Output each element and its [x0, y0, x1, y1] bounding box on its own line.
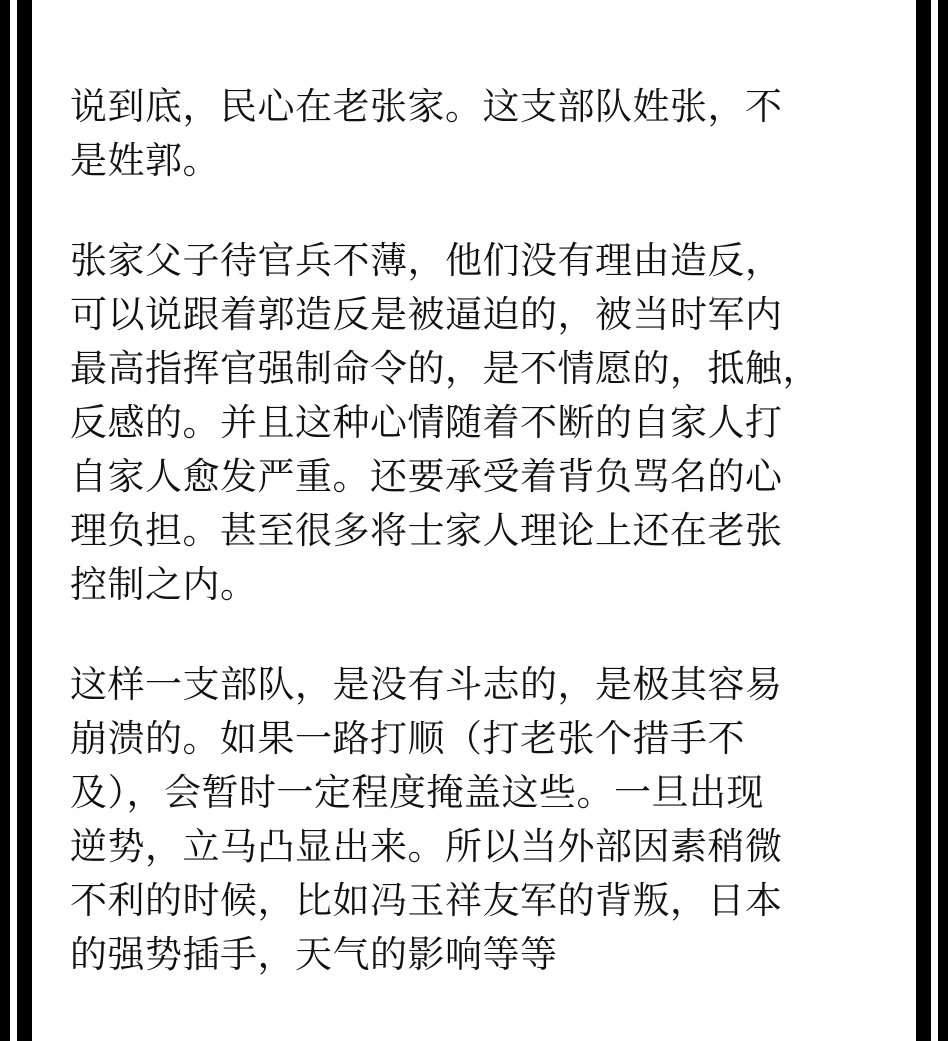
article-body [70, 80, 896, 1028]
paragraph-3: 这样一支部队，是没有斗志的，是极其容易 崩溃的。如果一路打顺（打老张个措手不 及），会暂时一定程度掩盖这些。一旦出现 逆势，立马凸显出来。所以当外部因素稍微 不利的时候，比如冯玉祥友军的背叛，日本 的强势插手，天气的影响等等 [70, 663, 783, 976]
frame-left-border [10, 0, 17, 1041]
text-page [29, 0, 919, 1041]
paragraph-1: 说到底，民心在老张家。这支部队姓张，不 是姓郭。 [70, 85, 783, 182]
frame-right-border [931, 0, 938, 1041]
paragraph-2: 张家父子待官兵不薄，他们没有理由造反， 可以说跟着郭造反是被逼迫的，被当时军内 最高指挥官强制命令的，是不情愿的，抵触， 反感的。并且这种心情随着不断的自家人打 自家人愈发严重。还要承受着背负骂名的心 理负担。甚至很多将士家人理论上还在老张 控制之内。 [70, 239, 820, 606]
